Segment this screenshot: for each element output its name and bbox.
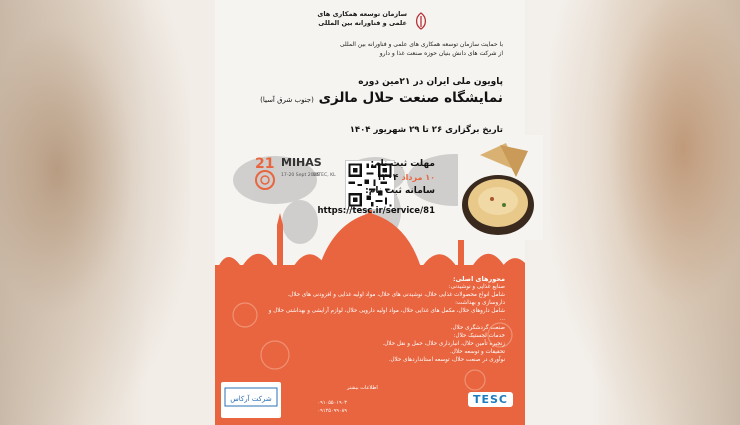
- blurred-background-left: [0, 0, 190, 425]
- intro-text: [233, 40, 503, 58]
- food-plate-image: [458, 135, 543, 240]
- contact-info-block: [221, 382, 378, 418]
- registration-deadline: [365, 158, 435, 198]
- registration-url-link[interactable]: https://tesc.ir/service/81: [317, 206, 435, 216]
- deadline-date-orange: ۱۰ مرداد: [401, 173, 435, 182]
- mihas-venue: MITEC, KL: [313, 173, 336, 178]
- topic-item: صنعت گردشگری حلال.: [450, 324, 505, 331]
- topics-heading: محورهای اصلی:: [452, 275, 505, 283]
- topic-item: خدمات لجستیک حلال:: [453, 332, 505, 339]
- topic-item: زنجیره تأمین حلال، انبارداری حلال، حمل و نقل حلال.: [382, 340, 505, 347]
- topic-item: صنایع غذایی و نوشیدنی:: [448, 284, 505, 291]
- intro-line-2: از شرکت های دانش بنیان حوزه صنعت غذا و دارو: [379, 50, 503, 57]
- contact-phone-1: ۰۹۱۰۵۵۰۱۹۰۳: [317, 400, 347, 406]
- headline-text: نمایشگاه صنعت حلال مالزی: [318, 90, 503, 106]
- tesc-logo: TESC: [468, 392, 513, 407]
- iran-emblem-icon: [413, 12, 429, 30]
- deadline-label: مهلت ثبت نام:: [370, 159, 435, 169]
- contact-phone-2: ۰۹۱۲۵۰۹۹۰۸۹: [317, 408, 347, 414]
- topic-item: شامل انواع محصولات غذایی حلال، نوشیدنی های حلال، مواد اولیه غذایی و افزودنی های حلال.: [287, 292, 505, 299]
- pavilion-title: پاویون ملی ایران در ۲۱مین دوره: [358, 77, 503, 87]
- organization-name: [317, 10, 407, 28]
- topic-item: تحقیقات و توسعه حلال.: [450, 348, 505, 355]
- exhibition-headline: [260, 90, 503, 106]
- org-line-1: سازمان توسعه همکاری های: [317, 10, 407, 18]
- intro-line-1: با حمایت سازمان توسعه همکاری های علمی و فناورانه بین المللی: [339, 41, 503, 48]
- blurred-background-right: [550, 0, 740, 425]
- mihas-logo: [251, 152, 341, 192]
- deadline-year: ۱۴۰۴: [376, 173, 399, 183]
- org-line-2: علمی و فناورانه بین المللی: [318, 19, 407, 27]
- event-dates: تاریخ برگزاری ۲۶ تا ۲۹ شهریور ۱۴۰۴: [349, 125, 503, 135]
- mihas-dates: 17-20 Sept 2025: [281, 173, 320, 178]
- deadline-date: [365, 171, 435, 185]
- mihas-name: MIHAS: [281, 156, 322, 169]
- registration-system-label: سامانه ثبت نام:: [365, 186, 435, 196]
- headline-subtitle: (جنوب شرق آسیا): [260, 96, 314, 104]
- topic-item: داروسازی و بهداشت:: [455, 300, 505, 307]
- mihas-number: 21: [255, 156, 275, 172]
- topic-item: نوآوری در صنعت حلال، توسعه استانداردهای حلال.: [388, 356, 505, 363]
- exhibition-poster: [215, 0, 525, 425]
- main-topics-list: [265, 275, 505, 364]
- contact-company: شرکت آرکاس: [230, 395, 272, 403]
- topic-item: شامل داروهای حلال، مکمل های غذایی حلال، مواد اولیه دارویی حلال، لوازم آرایشی و بهداشتی حلال و ...: [268, 308, 505, 323]
- contact-label: اطلاعات بیشتر: [347, 385, 378, 391]
